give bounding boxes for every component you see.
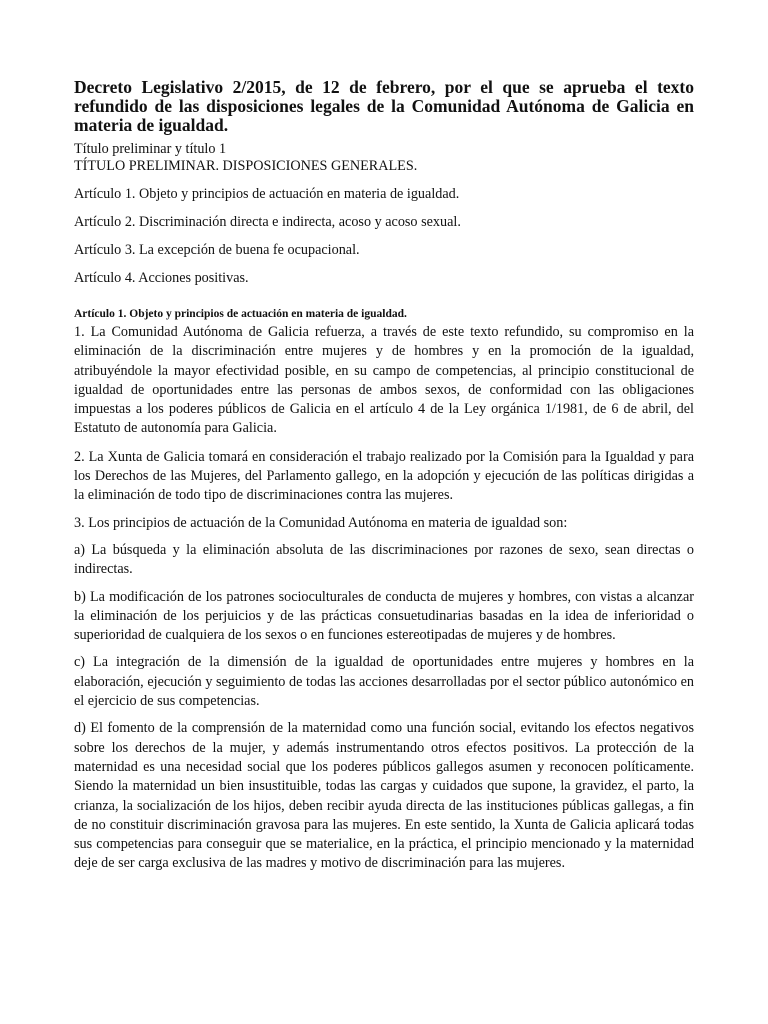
document-title: Decreto Legislativo 2/2015, de 12 de febrero, por el que se aprueba el texto refundido de las disposiciones legales de la Comunidad Autónoma de Galicia en materia de igualdad. xyxy=(74,77,694,135)
paragraph-3d: d) El fomento de la comprensión de la maternidad como una función social, evitando los efectos negativos sobre los derechos de la mujer, y además instrumentando otros efectos positivos. La protección de la maternidad es una necesidad social que los poderes públicos gallegos asumen y reconocen políticamente. Siendo la maternidad un bien insustituible, todas las cargas y cuidados que supone, la gravidez, el parto, la crianza, la socialización de los hijos, deben recibir ayuda directa de las instituciones públicas gallegas, a fin de no constituir discriminación gravosa para las mujeres. En este sentido, la Xunta de Galicia aplicará todas sus competencias para conseguir que se materialice, en la práctica, el principio mencionado y la maternidad deje de ser carga exclusiva de las madres y motivo de discriminación para las mujeres. xyxy=(74,720,694,872)
document-page xyxy=(74,78,694,882)
paragraph-1: 1. La Comunidad Autónoma de Galicia refuerza, a través de este texto refundido, su compromiso en la eliminación de la discriminación entre mujeres y de hombres y en la promoción de la igualdad, atribuyéndole la mayor efectividad posible, en su campo de competencias, al principio constitucional de igualdad de oportunidades entre las personas de ambos sexos, de conformidad con las obligaciones impuestas a los poderes públicos de Galicia en el artículo 4 de la Ley orgánica 1/1981, de 6 de abril, del Estatuto de autonomía para Galicia. xyxy=(74,324,694,437)
paragraph-3a: a) La búsqueda y la eliminación absoluta de las discriminaciones por razones de sexo, sean directas o indirectas. xyxy=(74,541,694,578)
paragraph-3b: b) La modificación de los patrones socioculturales de conducta de mujeres y hombres, con vistas a alcanzar la eliminación de los perjuicios y de las prácticas consuetudinarias basadas en la idea de inferioridad o superioridad de cualquiera de los sexos o en funciones estereotipadas de mujeres y de hombres. xyxy=(74,588,694,644)
toc-item-articulo-2: Artículo 2. Discriminación directa e indirecta, acoso y acoso sexual. xyxy=(74,214,461,230)
toc-heading-title-preliminar: Título preliminar y título 1 xyxy=(74,141,227,157)
paragraph-2: 2. La Xunta de Galicia tomará en consideración el trabajo realizado por la Comisión para la Igualdad y para los Derechos de las Mujeres, del Parlamento gallego, en la adopción y ejecución de las políticas dirigidas a la eliminación de todo tipo de discriminaciones contra las mujeres. xyxy=(74,448,694,504)
article-1-heading: Artículo 1. Objeto y principios de actuación en materia de igualdad. xyxy=(74,308,407,320)
paragraph-3c: c) La integración de la dimensión de la igualdad de oportunidades entre mujeres y hombres en la elaboración, ejecución y seguimiento de todas las acciones desarrolladas por el sector público autonómico en el ejercicio de sus competencias. xyxy=(74,654,694,710)
toc-item-articulo-1: Artículo 1. Objeto y principios de actuación en materia de igualdad. xyxy=(74,186,460,202)
toc-heading-disposiciones-generales: TÍTULO PRELIMINAR. DISPOSICIONES GENERALES. xyxy=(74,158,418,174)
toc-item-articulo-4: Artículo 4. Acciones positivas. xyxy=(74,270,249,286)
paragraph-3: 3. Los principios de actuación de la Comunidad Autónoma en materia de igualdad son: xyxy=(74,514,568,531)
table-of-contents xyxy=(74,186,694,287)
article-1-body xyxy=(74,323,694,874)
toc-item-articulo-3: Artículo 3. La excepción de buena fe ocupacional. xyxy=(74,242,360,258)
